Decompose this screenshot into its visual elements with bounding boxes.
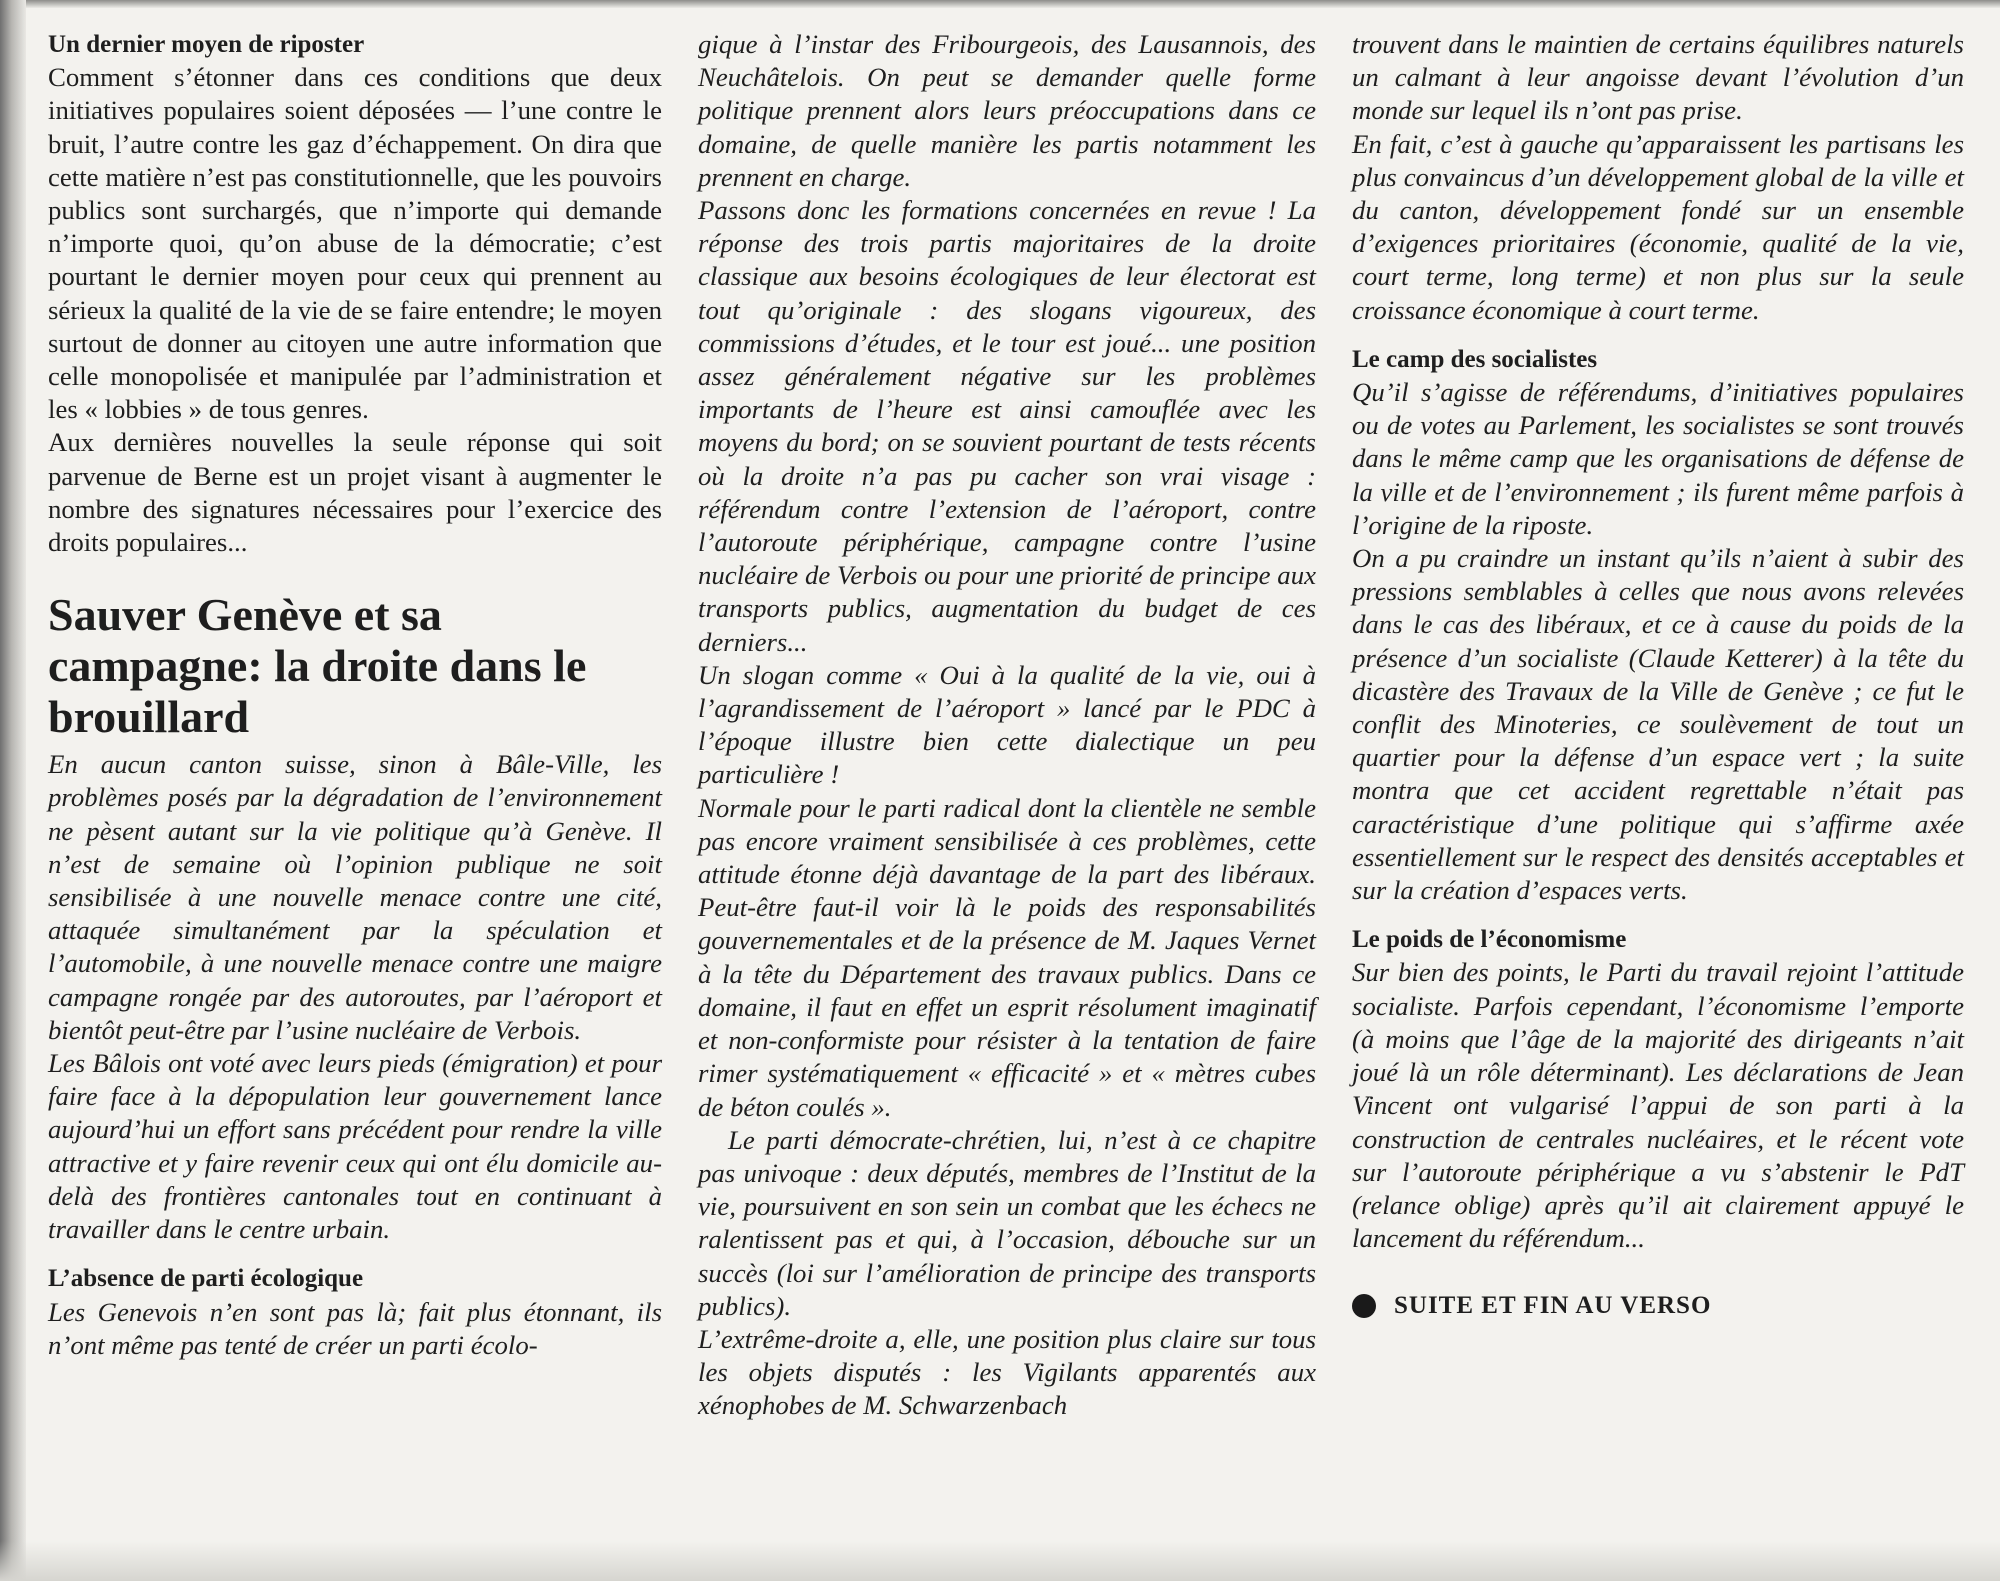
article-headline: Sauver Genève et sa campagne: la droite dans le brouillard	[48, 589, 587, 743]
paragraph: Aux dernières nouvelles la seule réponse qui soit parvenue de Berne est un projet visant à augmenter le nombre des signatures nécessaires pour l’exercice des droits populaires...	[48, 427, 662, 558]
continuation-note	[1352, 1289, 1964, 1322]
column-3	[1352, 28, 1964, 1323]
paragraph: Qu’il s’agisse de référendums, d’initiatives populaires ou de votes au Parlement, les socialistes se sont trouvés dans le même camp que les organisations de défense de la ville et de l’environnement ; ils furent même parfois à l’origine de la riposte.	[1352, 377, 1964, 540]
continuation-label: SUITE ET FIN AU VERSO	[1394, 1292, 1712, 1320]
scan-edge-left	[0, 0, 26, 1581]
paragraph: trouvent dans le maintien de certains équilibres naturels un calmant à leur angoisse devant l’évolution d’un monde sur lequel ils n’ont pas prise.	[1352, 29, 1964, 126]
section-heading-absence: L’absence de parti écologique	[48, 1265, 364, 1293]
paragraph: Le parti démocrate-chrétien, lui, n’est à ce chapitre pas univoque : deux députés, membres de l’Institut de la vie, poursuivent en son sein un combat que les échecs ne ralentissent pas et qui, à l’occasion, débouche sur un succès (loi sur l’amélioration de principe des transports publics).	[698, 1124, 1316, 1321]
paragraph: En aucun canton suisse, sinon à Bâle-Ville, les problèmes posés par la dégradation de l’environnement ne pèsent autant sur la vie politique qu’à Genève. Il n’est de semaine où l’opinion publique ne soit sensibilisée à une nouvelle menace contre une cité, attaquée simultanément par la spéculation et l’automobile, à une nouvelle menace contre une maigre campagne rongée par des autoroutes, par l’aéroport et bientôt peut-être par l’usine nucléaire de Verbois.	[48, 749, 662, 1045]
column-1	[48, 28, 662, 1362]
paragraph: Un slogan comme « Oui à la qualité de la vie, oui à l’agrandissement de l’aéroport » lancé par le PDC à l’époque illustre bien cette dialectique un peu particulière !	[698, 659, 1316, 790]
paragraph: L’extrême-droite a, elle, une position plus claire sur tous les objets disputés : les Vigilants apparentés aux xénophobes de M. Schwarzenbach	[698, 1323, 1316, 1421]
section-heading-riposter: Un dernier moyen de riposter	[48, 31, 365, 58]
scan-edge-bottom	[0, 1541, 2000, 1581]
section-heading-economisme: Le poids de l’économisme	[1352, 926, 1627, 954]
column-2	[698, 28, 1316, 1423]
paragraph: Les Genevois n’en sont pas là; fait plus étonnant, ils n’ont même pas tenté de créer un parti écolo-	[48, 1296, 662, 1360]
paragraph: On a pu craindre un instant qu’ils n’aient à subir des pressions semblables à celles que nous avons relevées dans le cas des libéraux, et ce à cause du poids de la présence d’un socialiste (Claude Ketterer) à la tête du dicastère des Travaux de la Ville de Genève ; ce fut le conflit des Minoteries, ce soulèvement de tout un quartier pour la défense d’un espace vert ; la suite montra que cet accident regrettable n’était pas caractéristique d’une politique qui s’affirme axée essentiellement sur le respect des densités acceptables et sur la création d’espaces verts.	[1352, 543, 1964, 906]
paragraph: Les Bâlois ont voté avec leurs pieds (émigration) et pour faire face à la dépopulation leur gouvernement lance aujourd’hui un effort sans précédent pour rendre la ville attractive et y faire revenir ceux qui ont élu domicile au-delà des frontières cantonales tout en continuant à travailler dans le centre urbain.	[48, 1048, 662, 1245]
paragraph: Sur bien des points, le Parti du travail rejoint l’attitude socialiste. Parfois cependant, l’économisme l’emporte (à moins que l’âge de la majorité des dirigeants n’ait joué là un rôle déterminant). Les déclarations de Jean Vincent ont vulgarisé l’appui de son parti à la construction de centrales nucléaires, et le récent vote sur l’autoroute périphérique a vu s’abstenir le PdT (relance oblige) après qu’il ait clairement appuyé le lancement du référendum...	[1352, 957, 1964, 1254]
paragraph: En fait, c’est à gauche qu’apparaissent les partisans les plus convaincus d’un développement global de la ville et du canton, développement fondé sur un ensemble d’exigences prioritaires (économie, qualité de la vie, court terme, long terme) et non plus sur la seule croissance économique à court terme.	[1352, 128, 1964, 325]
section-heading-socialistes: Le camp des socialistes	[1352, 345, 1598, 373]
scan-edge-top	[0, 0, 2000, 8]
paragraph: gique à l’instar des Fribourgeois, des Lausannois, des Neuchâtelois. On peut se demander quelle forme politique prennent alors leurs préoccupations dans ce domaine, de quelle manière les partis notamment les prennent en charge.	[698, 29, 1316, 192]
bullet-icon	[1352, 1294, 1376, 1318]
paragraph: Passons donc les formations concernées en revue ! La réponse des trois partis majoritaires de la droite classique aux besoins écologiques de leur électorat est tout qu’originale : des slogans vigoureux, des commissions d’études, et le tour est joué... une position assez généralement négative sur les problèmes importants de l’heure est ainsi camouflée avec les moyens du bord; on se souvient pourtant de tests récents où la droite n’a pas pu cacher son vrai visage : référendum contre l’extension de l’aéroport, contre l’autoroute périphérique, campagne contre l’usine nucléaire de Verbois ou pour une priorité de principe aux transports publics, augmentation du budget de ces derniers...	[698, 195, 1316, 657]
paragraph: Normale pour le parti radical dont la clientèle ne semble pas encore vraiment sensibilisée à ces problèmes, cette attitude étonne déjà davantage de la part des libéraux. Peut-être faut-il voir là le poids des responsabilités gouvernementales et de la présence de M. Jaques Vernet à la tête du Département des travaux publics. Dans ce domaine, il faut en effet un esprit résolument imaginatif et non-conformiste pour résister à la tentation de faire rimer systématiquement « efficacité » et « mètres cubes de béton coulés ».	[698, 792, 1316, 1122]
paragraph: Comment s’étonner dans ces conditions que deux initiatives populaires soient déposées — l’une contre le bruit, l’autre contre les gaz d’échappement. On dira que cette matière n’est pas constitutionnelle, que les pouvoirs publics sont surchargés, que n’importe qui demande n’importe quoi, qu’on abuse de la démocratie; c’est pourtant le dernier moyen pour ceux qui prennent au sérieux la qualité de la vie de se faire entendre; le moyen surtout de donner au citoyen une autre information que celle monopolisée et manipulée par l’administration et les « lobbies » de tous genres.	[48, 62, 662, 425]
